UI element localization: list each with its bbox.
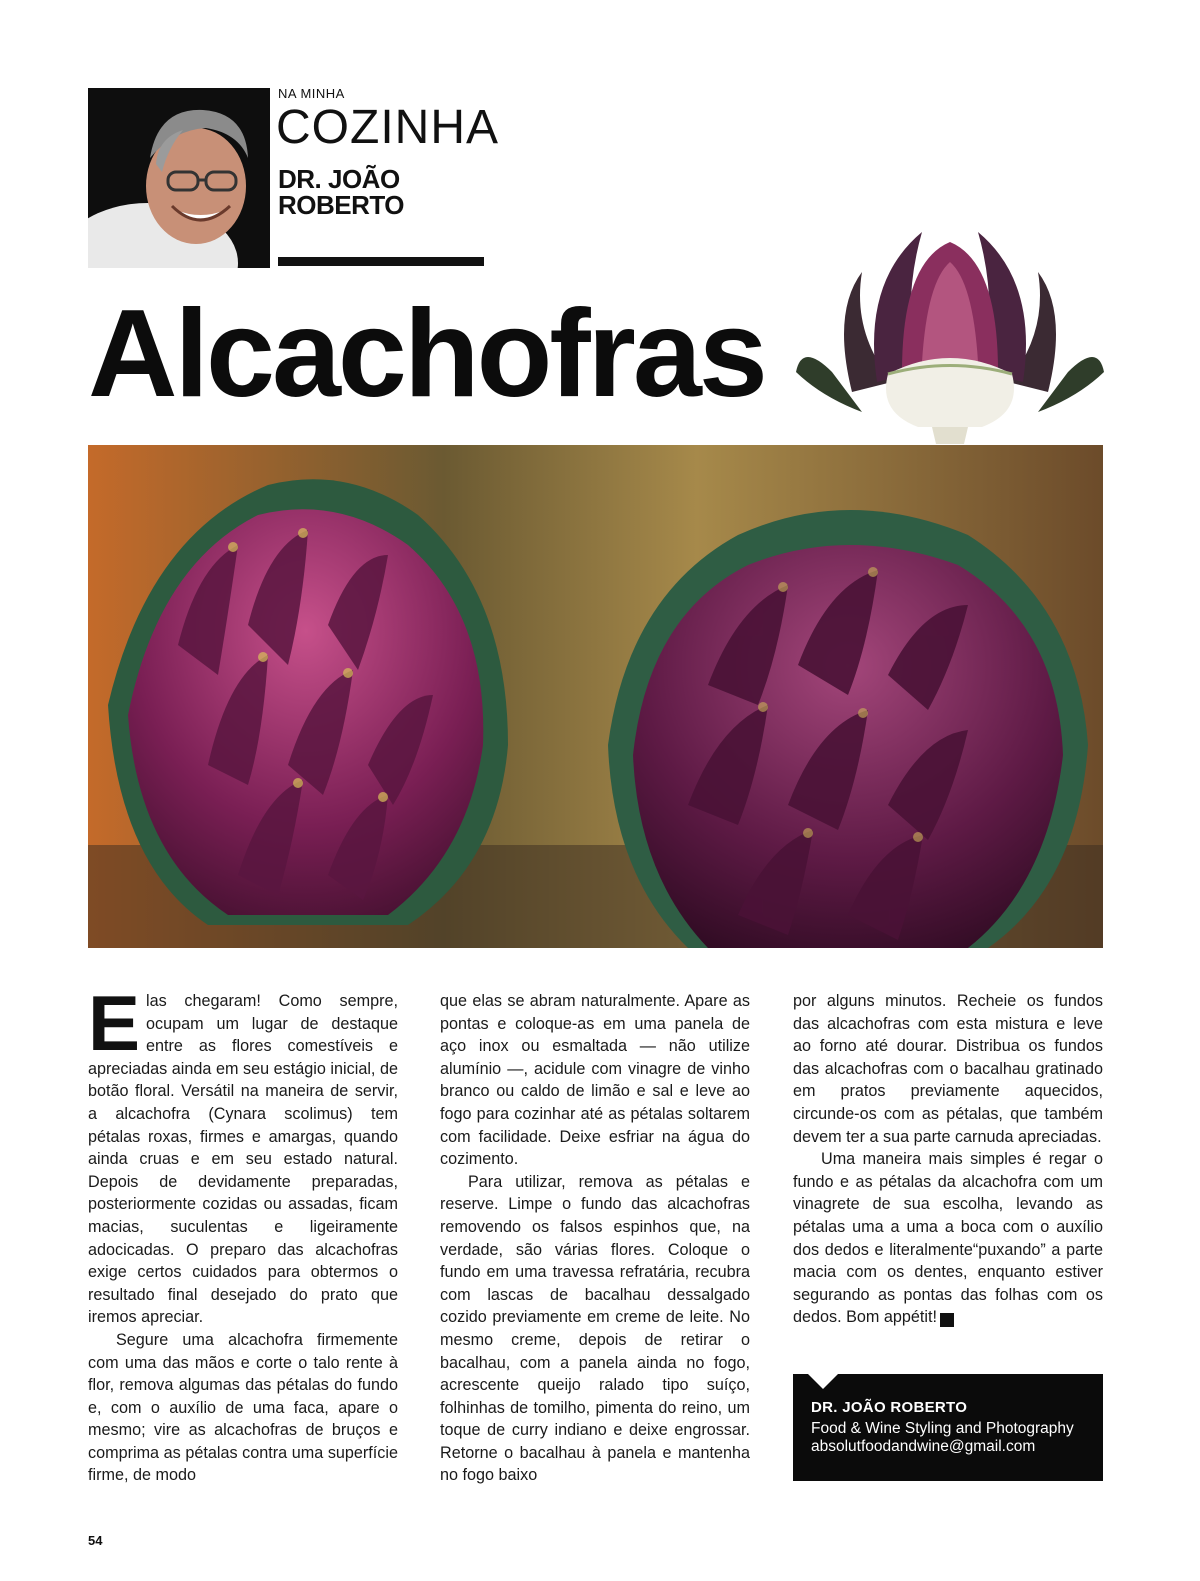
column-kicker: NA MINHA — [278, 86, 345, 101]
section-title: COZINHA — [276, 101, 499, 154]
paragraph — [793, 1148, 1103, 1329]
bio-email: absolutfoodandwine@gmail.com — [811, 1438, 1036, 1455]
bio-name: DR. JOÃO ROBERTO — [811, 1399, 968, 1416]
author-portrait — [88, 88, 270, 268]
hero-image — [88, 445, 1103, 948]
paragraph: por alguns minutos. Recheie os fundos das alcachofras com esta mistura e leve ao forno até dourar. Distribua os fundos das alcachofras com o bacalhau gratinado em pratos previamente aquecidos, circunde-os com as pétalas, que também devem ter a sua parte carnuda apreciadas. — [793, 992, 1103, 1146]
end-mark-icon: r — [940, 1313, 954, 1327]
body-column-3 — [793, 990, 1103, 1329]
bio-role: Food & Wine Styling and Photography — [811, 1420, 1074, 1437]
author-heading — [278, 166, 404, 218]
paragraph: Para utilizar, remova as pétalas e reserve. Limpe o fundo das alcachofras removendo os falsos espinhos que, na verdade, são várias flores. Coloque o fundo em uma travessa refratária, recubra com lascas de bacalhau dessalgado cozido previamente em creme de leite. No mesmo creme, depois de retirar o bacalhau, com a panela ainda no fogo, acrescente queijo ralado tipo suíço, folhinhas de tomilho, pimenta do reino, um toque de curry indiano e deixe engrossar. Retorne o bacalhau à panela e mantenha no fogo baixo — [440, 1172, 750, 1485]
paragraph-text: las chegaram! Como sempre, ocupam um lugar de destaque entre as flores comestíveis e apreciadas ainda em seu estágio inicial, de botão floral. Versátil na maneira de servir, a alcachofra (Cynara scolimus) tem pétalas roxas, firmes e amargas, quando ainda cruas e em seu estado natural. Depois de devidamente preparadas, posteriormente cozidas ou assadas, ficam macias, suculentas e ligeiramente adocicadas. O preparo das alcachofras exige certos cuidados para obtermos o resultado final desejado do prato que iremos apreciar. — [88, 992, 398, 1327]
page-number: 54 — [88, 1533, 103, 1548]
author-heading-line1: DR. JOÃO — [278, 164, 400, 194]
header-rule — [278, 257, 484, 266]
body-column-2 — [440, 990, 750, 1487]
author-heading-line2: ROBERTO — [278, 190, 405, 220]
paragraph-text: Uma maneira mais simples é regar o fundo e as pétalas da alcachofra com um vinagrete de sua escolha, levando as pétalas uma a uma a boca com o auxílio dos dedos e literalmente“puxando” a parte macia com os dentes, enquanto estiver segurando as pontas das folhas com os dedos. Bom appétit! — [793, 1150, 1103, 1327]
bio-notch — [808, 1374, 838, 1389]
paragraph: que elas se abram naturalmente. Apare as pontas e coloque-as em uma panela de aço inox ou esmaltada — não utilize alumínio —, acidule com vinagre de vinho branco ou caldo de limão e sal e leve ao fogo para cozinhar até as pétalas soltarem com facilidade. Deixe esfriar na água do cozimento. — [440, 992, 750, 1169]
author-portrait-image — [88, 88, 270, 268]
halved-artichoke-image — [792, 222, 1108, 444]
body-column-1 — [88, 979, 398, 1487]
drop-cap: E — [88, 979, 141, 1067]
article-title: Alcachofras — [88, 285, 765, 423]
artichokes-photo — [88, 445, 1103, 948]
paragraph — [88, 979, 398, 1329]
paragraph: Segure uma alcachofra firmemente com uma das mãos e corte o talo rente à flor, remova algumas das pétalas do fundo e, com o auxílio de uma faca, apare o mesmo; vire as alcachofras de bruços e comprima as pétalas contra uma superfície firme, de modo — [88, 1330, 398, 1485]
